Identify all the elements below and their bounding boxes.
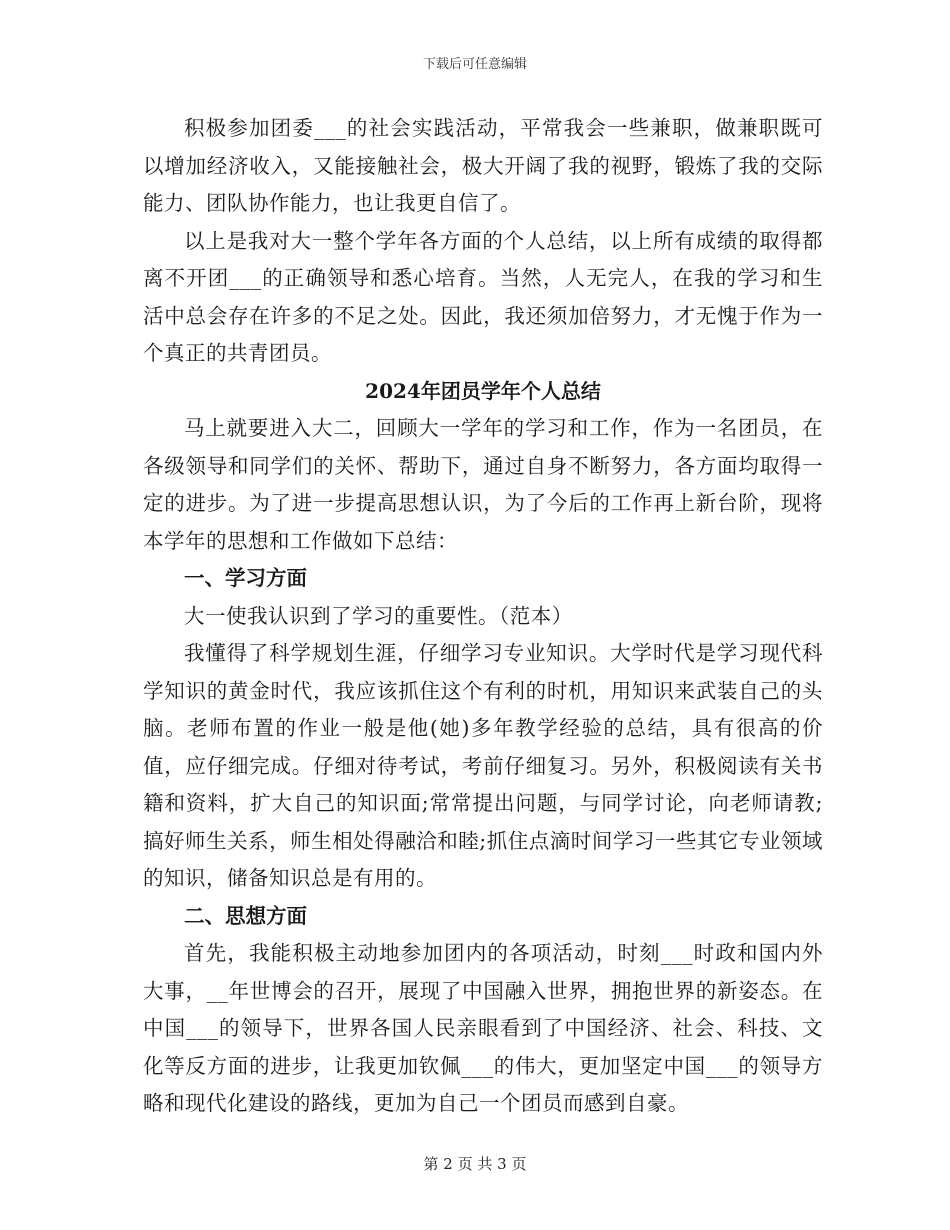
section-heading-thought: 二、思想方面 — [184, 903, 307, 928]
document-title: 2024年团员学年个人总结 — [365, 378, 601, 403]
paragraph-intro: 马上就要进入大二，回顾大一学年的学习和工作，作为一名团员，在各级领导和同学们的关怀、帮助下，通过自身不断努力，各方面均取得一定的进步。为了进一步提高思想认识，为了今后的工作再上新台阶，现将本学年的思想和工作做如下总结： — [143, 416, 823, 553]
paragraph-conclusion: 以上是我对大一整个学年各方面的个人总结，以上所有成绩的取得都离不开团___的正确领导和悉心培育。当然，人无完人，在我的学习和生活中总会存在许多的不足之处。因此，我还须加倍努力，才无愧于作为一个真正的共青团员。 — [143, 228, 823, 365]
paragraph-study-details: 我懂得了科学规划生涯，仔细学习专业知识。大学时代是学习现代科学知识的黄金时代，我应该抓住这个有利的时机，用知识来武装自己的头脑。老师布置的作业一般是他(她)多年教学经验的总结，具有很高的价值，应仔细完成。仔细对待考试，考前仔细复习。另外，积极阅读有关书籍和资料，扩大自己的知识面;常常提出问题，与同学讨论，向老师请教;搞好师生关系，师生相处得融洽和睦;抓住点滴时间学习一些其它专业领域的知识，储备知识总是有用的。 — [143, 641, 823, 890]
paragraph-thought-details: 首先，我能积极主动地参加团内的各项活动，时刻___时政和国内外大事，__年世博会的召开，展现了中国融入世界，拥抱世界的新姿态。在中国___的领导下，世界各国人民亲眼看到了中国经济、社会、科技、文化等反方面的进步，让我更加钦佩___的伟大，更加坚定中国___的领导方略和现代化建设的路线，更加为自己一个团员而感到自豪。 — [143, 941, 823, 1115]
document-body — [143, 110, 823, 1123]
page-header-note: 下载后可任意编辑 — [422, 57, 527, 72]
paragraph-study-importance: 大一使我认识到了学习的重要性。（范本） — [184, 603, 573, 628]
page-number-footer: 第 2 页 共 3 页 — [423, 1155, 527, 1173]
section-heading-study: 一、学习方面 — [184, 566, 307, 590]
paragraph-social-practice: 积极参加团委___的社会实践活动，平常我会一些兼职，做兼职既可以增加经济收入，又能接触社会，极大开阔了我的视野，锻炼了我的交际能力、团队协作能力，也让我更自信了。 — [143, 116, 823, 215]
